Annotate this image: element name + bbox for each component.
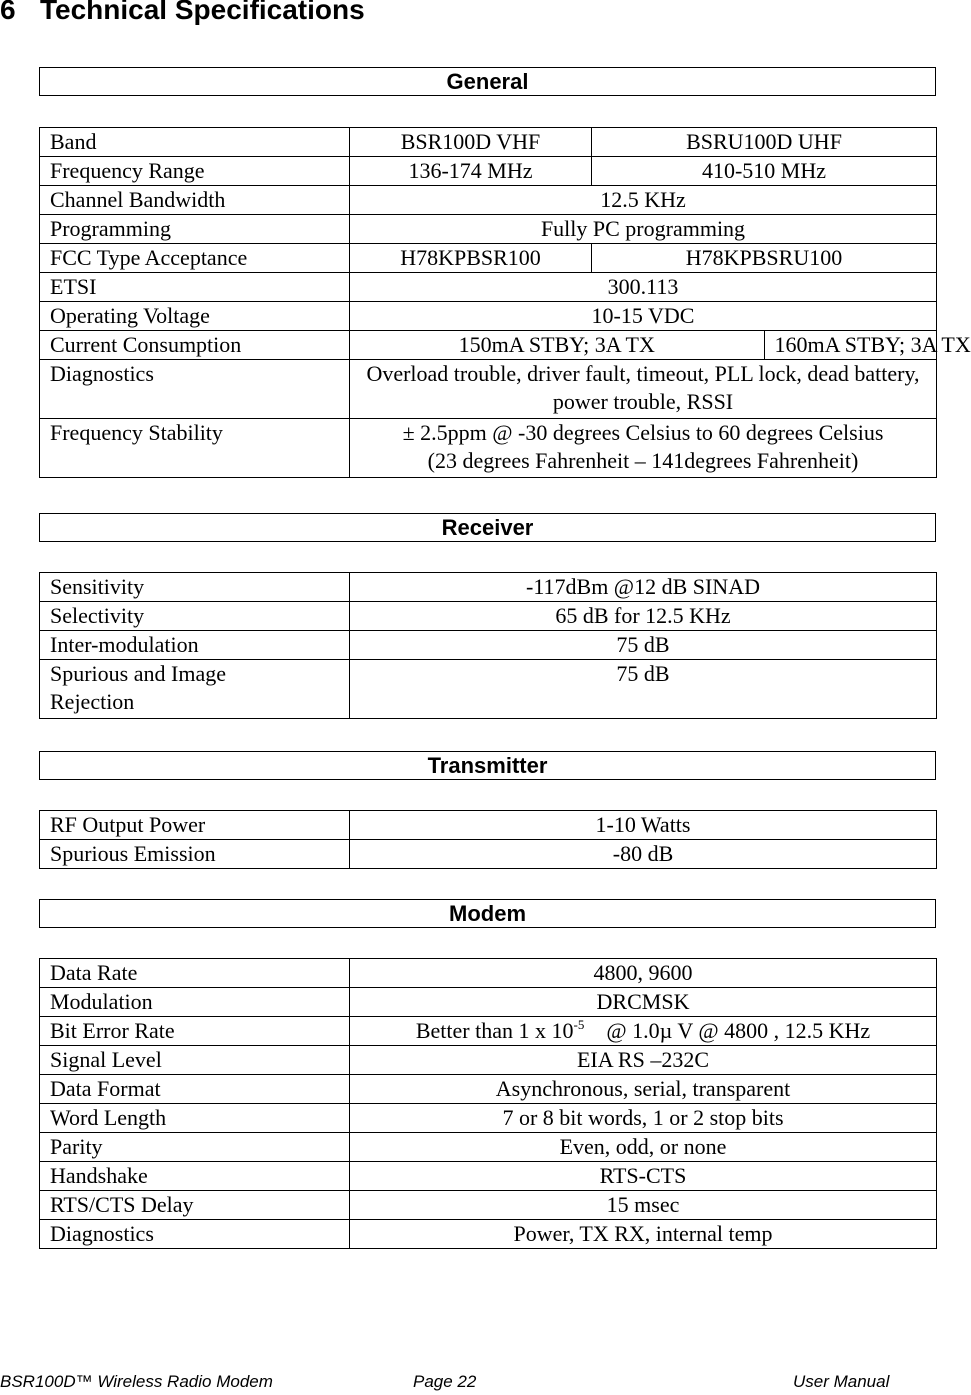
table-row [40, 631, 937, 660]
spec-value: RTS-CTS [350, 1162, 937, 1191]
spec-value: -117dBm @12 dB SINAD [350, 573, 937, 602]
spec-label: RTS/CTS Delay [40, 1191, 350, 1220]
spec-label: ETSI [40, 273, 350, 302]
spec-value: H78KPBSR100 [350, 244, 592, 273]
ber-prefix: Better than 1 x 10 [415, 1018, 574, 1043]
section-title: Technical Specifications [40, 0, 365, 25]
spec-label: Data Rate [40, 959, 350, 988]
spec-label: Selectivity [40, 602, 350, 631]
table-row [40, 1075, 937, 1104]
spec-label: RF Output Power [40, 811, 350, 840]
spec-value: 75 dB [350, 631, 937, 660]
spec-value: -80 dB [350, 840, 937, 869]
table-row [40, 302, 937, 331]
spec-label: Modulation [40, 988, 350, 1017]
table-row [40, 186, 937, 215]
spec-label [40, 660, 350, 719]
footer-doc-type: User Manual [793, 1372, 890, 1391]
spec-label: Channel Bandwidth [40, 186, 350, 215]
spec-value: Even, odd, or none [350, 1133, 937, 1162]
ber-suffix: @ 1.0µ V @ 4800 , 12.5 KHz [606, 1018, 871, 1043]
spec-label: Sensitivity [40, 573, 350, 602]
spec-value: 300.113 [350, 273, 937, 302]
spec-value: 65 dB for 12.5 KHz [350, 602, 937, 631]
spec-label: Band [40, 128, 350, 157]
table-row [40, 1133, 937, 1162]
table-row [40, 811, 937, 840]
table-row [40, 1104, 937, 1133]
spec-label: Current Consumption [40, 331, 350, 360]
spec-value: H78KPBSRU100 [592, 244, 937, 273]
spec-value: 7 or 8 bit words, 1 or 2 stop bits [350, 1104, 937, 1133]
table-row [40, 1017, 937, 1046]
spec-value: 136-174 MHz [350, 157, 592, 186]
table-row [40, 244, 937, 273]
spec-value: DRCMSK [350, 988, 937, 1017]
spec-value [350, 1017, 937, 1046]
receiver-spec-table [39, 572, 937, 719]
spec-value: 12.5 KHz [350, 186, 937, 215]
spec-value: Fully PC programming [350, 215, 937, 244]
spec-label: FCC Type Acceptance [40, 244, 350, 273]
table-row [40, 840, 937, 869]
spec-label: Handshake [40, 1162, 350, 1191]
ber-exponent: -5 [573, 1017, 585, 1032]
spec-label: Data Format [40, 1075, 350, 1104]
spec-label: Diagnostics [40, 360, 350, 419]
general-section-header: General [39, 67, 936, 96]
spec-value: Power, TX RX, internal temp [350, 1220, 937, 1249]
spec-value: 75 dB [350, 660, 937, 719]
table-row [40, 215, 937, 244]
spec-label: Diagnostics [40, 1220, 350, 1249]
table-row [40, 1191, 937, 1220]
spec-value: 150mA STBY; 3A TX [350, 331, 765, 360]
table-row [40, 660, 937, 719]
spec-value: 10-15 VDC [350, 302, 937, 331]
modem-section-header: Modem [39, 899, 936, 928]
table-row [40, 1162, 937, 1191]
spec-value [350, 419, 937, 478]
spec-label: Signal Level [40, 1046, 350, 1075]
table-row [40, 157, 937, 186]
spec-value: 410-510 MHz [592, 157, 937, 186]
footer-page-number: Page 22 [413, 1372, 477, 1391]
transmitter-section-header: Transmitter [39, 751, 936, 780]
table-row [40, 959, 937, 988]
spec-label: Bit Error Rate [40, 1017, 350, 1046]
spec-label: Frequency Stability [40, 419, 350, 478]
table-row [40, 331, 937, 360]
section-number: 6 [0, 0, 16, 25]
table-row [40, 360, 937, 419]
spec-label: Inter-modulation [40, 631, 350, 660]
table-row [40, 273, 937, 302]
spec-value: 1-10 Watts [350, 811, 937, 840]
spec-label: Word Length [40, 1104, 350, 1133]
table-row [40, 128, 937, 157]
spec-label: Spurious Emission [40, 840, 350, 869]
table-row [40, 419, 937, 478]
table-row [40, 1220, 937, 1249]
spec-value: EIA RS –232C [350, 1046, 937, 1075]
spec-value: BSRU100D UHF [592, 128, 937, 157]
stability-line-2: (23 degrees Fahrenheit – 141degrees Fahrenheit) [427, 448, 859, 473]
table-row [40, 988, 937, 1017]
transmitter-spec-table [39, 810, 937, 869]
table-row [40, 1046, 937, 1075]
page-title [0, 0, 365, 26]
spurious-label-line-2: Rejection [50, 689, 135, 714]
spec-value: BSR100D VHF [350, 128, 592, 157]
spurious-label-line-1: Spurious and Image [50, 661, 226, 686]
spec-value: 4800, 9600 [350, 959, 937, 988]
spec-value: 160mA STBY; 3A TX [764, 331, 937, 360]
general-spec-table [39, 127, 971, 478]
spec-label: Frequency Range [40, 157, 350, 186]
footer-product: BSR100D™ Wireless Radio Modem [0, 1372, 273, 1391]
spec-value: Asynchronous, serial, transparent [350, 1075, 937, 1104]
receiver-section-header: Receiver [39, 513, 936, 542]
spec-value: Overload trouble, driver fault, timeout, PLL lock, dead battery, power trouble, RSSI [350, 360, 937, 419]
spec-label: Programming [40, 215, 350, 244]
modem-spec-table [39, 958, 937, 1249]
spec-label: Operating Voltage [40, 302, 350, 331]
spec-label: Parity [40, 1133, 350, 1162]
table-row [40, 602, 937, 631]
stability-line-1: ± 2.5ppm @ -30 degrees Celsius to 60 degrees Celsius [402, 420, 884, 445]
spec-value: 15 msec [350, 1191, 937, 1220]
table-row [40, 573, 937, 602]
